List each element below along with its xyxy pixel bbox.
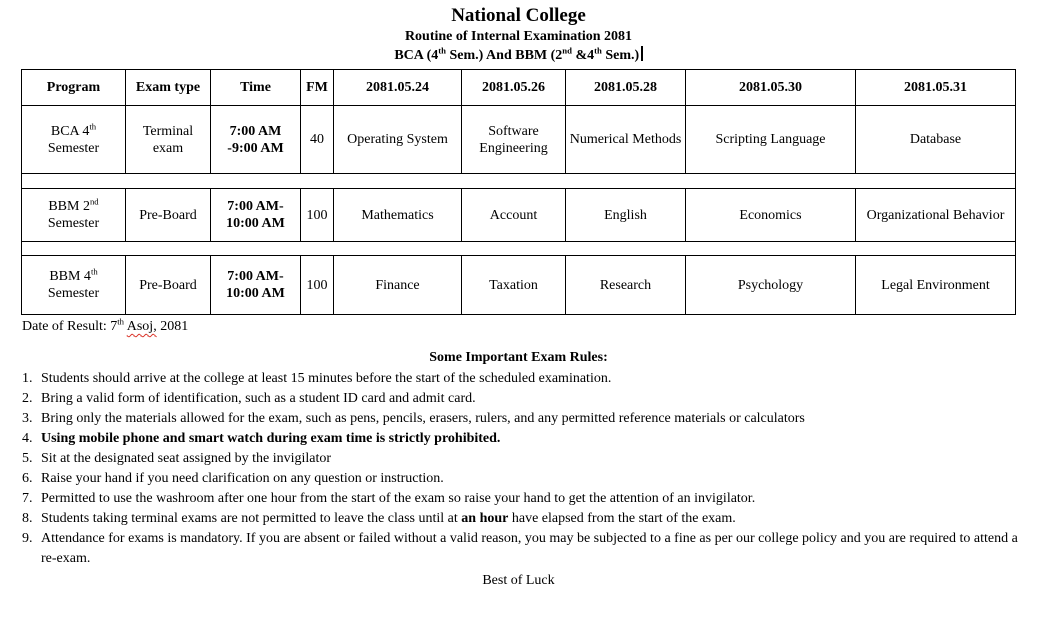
rule-item-5 [0, 449, 1037, 469]
subject-cell: Operating System [334, 106, 462, 174]
spacer-cell [22, 242, 1016, 256]
superscript: nd [89, 196, 99, 207]
subject-cell: Taxation [462, 256, 566, 315]
table-row-bbm4 [22, 256, 1016, 315]
col-header-date-4: 2081.05.30 [686, 70, 856, 106]
table-row-bca4 [22, 106, 1016, 174]
table-spacer-row [22, 242, 1016, 256]
subject-cell: Database [856, 106, 1016, 174]
rule-text: Students taking terminal exams are not permitted to leave the class until at an hour have elapsed from the start of the exam. [41, 511, 736, 526]
programs-text: Sem.) And BBM (2 [446, 48, 563, 63]
subject-cell: Numerical Methods [566, 106, 686, 174]
rules-list [0, 369, 1037, 569]
rule-item-6 [0, 469, 1037, 489]
rule-text: Using mobile phone and smart watch during exam time is strictly prohibited. [41, 431, 501, 446]
rule-number: 7. [22, 491, 33, 506]
subject-cell: Scripting Language [686, 106, 856, 174]
time-cell: 7:00 AM- 10:00 AM [211, 256, 301, 315]
program-cell: BBM 4th Semester [22, 256, 126, 315]
spacer-cell [22, 174, 1016, 189]
col-header-date-2: 2081.05.26 [462, 70, 566, 106]
fm-cell: 100 [301, 256, 334, 315]
superscript: nd [562, 45, 572, 56]
time-cell: 7:00 AM- 10:00 AM [211, 189, 301, 242]
subject-cell: Software Engineering [462, 106, 566, 174]
rule-item-7 [0, 489, 1037, 509]
superscript: th [438, 45, 446, 56]
result-date-line: Date of Result: 7th Asoj, 2081 [22, 316, 189, 334]
programs-text: BCA (4 [394, 48, 439, 63]
rule-text: Students should arrive at the college at least 15 minutes before the start of the scheduled examination. [41, 371, 612, 386]
fm-cell: 40 [301, 106, 334, 174]
subject-cell: Psychology [686, 256, 856, 315]
programs-text: Sem.) [601, 48, 640, 63]
rule-text: Attendance for exams is mandatory. If you are absent or failed without a valid reason, you may be subjected to a fine as per our college policy and you are required to attend a re-exam. [41, 531, 1018, 566]
fm-cell: 100 [301, 189, 334, 242]
misspelled-word: Asoj, [126, 319, 157, 334]
subject-cell: Finance [334, 256, 462, 315]
rule-number: 9. [22, 531, 33, 546]
exam-type-cell: Pre-Board [126, 256, 211, 315]
rule-text: Sit at the designated seat assigned by the invigilator [41, 451, 332, 466]
subject-cell: Mathematics [334, 189, 462, 242]
rule-item-9 [0, 529, 1037, 569]
rule-number: 4. [22, 431, 33, 446]
rule-number: 6. [22, 471, 33, 486]
document-header [0, 0, 1037, 65]
subject-cell: Research [566, 256, 686, 315]
rule-item-4 [0, 429, 1037, 449]
rule-text: Bring a valid form of identification, such as a student ID card and admit card. [41, 391, 476, 406]
college-title: National College [451, 5, 586, 26]
program-cell: BBM 2nd Semester [22, 189, 126, 242]
col-header-time: Time [211, 70, 301, 106]
rule-number: 1. [22, 371, 33, 386]
exam-routine-table [21, 69, 1016, 315]
col-header-date-5: 2081.05.31 [856, 70, 1016, 106]
rule-item-1 [0, 369, 1037, 389]
superscript: th [594, 45, 602, 56]
rule-item-2 [0, 389, 1037, 409]
routine-subtitle: Routine of Internal Examination 2081 [404, 29, 633, 44]
rule-text: Permitted to use the washroom after one hour from the start of the exam so raise your hand to get the attention of an invigilator. [41, 491, 756, 506]
rule-number: 8. [22, 511, 33, 526]
rule-number: 2. [22, 391, 33, 406]
rule-number: 3. [22, 411, 33, 426]
time-cell: 7:00 AM -9:00 AM [211, 106, 301, 174]
subject-cell: Organizational Behavior [856, 189, 1016, 242]
rule-text: Bring only the materials allowed for the exam, such as pens, pencils, erasers, rulers, and any permitted reference materials or calculators [41, 411, 805, 426]
table-row-bbm2 [22, 189, 1016, 242]
table-spacer-row [22, 174, 1016, 189]
superscript: th [117, 316, 125, 327]
rule-item-8 [0, 509, 1037, 529]
closing-text: Best of Luck [482, 573, 555, 588]
exam-type-cell: Terminal exam [126, 106, 211, 174]
rule-number: 5. [22, 451, 33, 466]
subject-cell: Economics [686, 189, 856, 242]
superscript: th [89, 120, 97, 131]
subject-cell: Account [462, 189, 566, 242]
col-header-fm: FM [301, 70, 334, 106]
rule-text: Raise your hand if you need clarification on any question or instruction. [41, 471, 444, 486]
text-cursor [641, 46, 643, 61]
program-cell: BCA 4th Semester [22, 106, 126, 174]
rules-title: Some Important Exam Rules: [429, 350, 608, 365]
programs-text: &4 [571, 48, 595, 63]
table-header-row [22, 70, 1016, 106]
col-header-date-1: 2081.05.24 [334, 70, 462, 106]
col-header-date-3: 2081.05.28 [566, 70, 686, 106]
col-header-program: Program [22, 70, 126, 106]
superscript: th [90, 266, 98, 277]
programs-subtitle [0, 46, 1037, 65]
exam-type-cell: Pre-Board [126, 189, 211, 242]
subject-cell: Legal Environment [856, 256, 1016, 315]
rule-item-3 [0, 409, 1037, 429]
col-header-exam-type: Exam type [126, 70, 211, 106]
subject-cell: English [566, 189, 686, 242]
